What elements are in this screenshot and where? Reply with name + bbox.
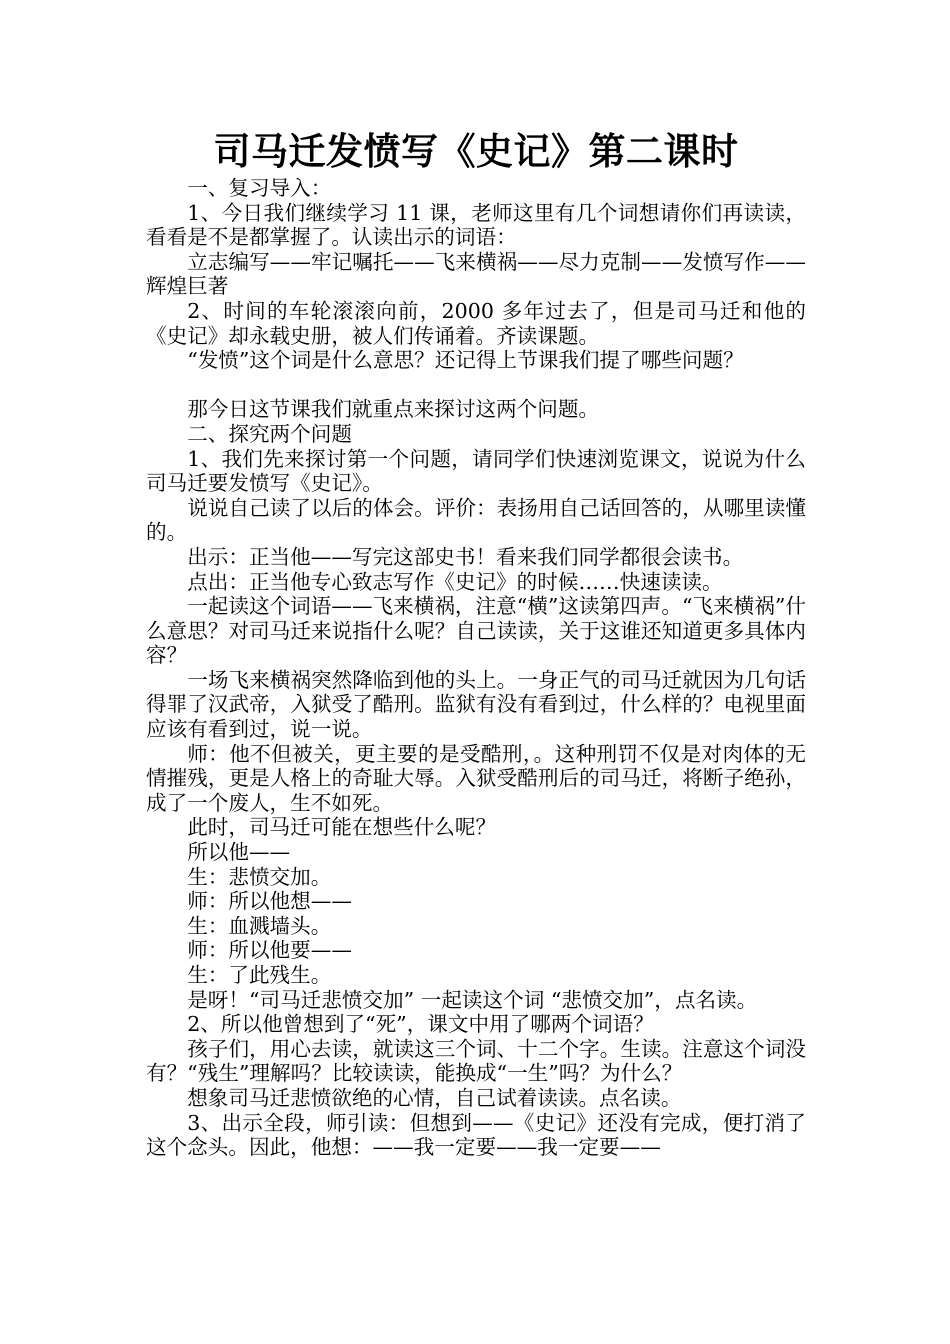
blank-line: [146, 373, 806, 398]
paragraph: 想象司马迁悲愤欲绝的心情，自己试着读读。点名读。: [187, 1085, 682, 1110]
document-title: 司马迁发愤写《史记》第二课时: [213, 130, 739, 173]
paragraph: “发愤”这个词是什么意思？还记得上节课我们提了哪些问题？: [187, 348, 744, 373]
section-heading: 二、探究两个问题: [187, 421, 352, 446]
paragraph: 立志编写——牢记嘱托——飞来横祸——尽力克制——发愤写作——辉煌巨著: [146, 249, 806, 299]
paragraph: 3、出示全段，师引读：但想到——《史记》还没有完成，便打消了这个念头。因此，他想：——我一定要——我一定要——: [146, 1110, 806, 1160]
document-body: [146, 176, 806, 1160]
paragraph: 2、时间的车轮滚滚向前，2000 多年过去了，但是司马迁和他的《史记》却永载史册，被人们传诵着。齐读课题。: [146, 298, 806, 348]
paragraph: 是呀！“司马迁悲愤交加” 一起读这个词 “悲愤交加”，点名读。: [187, 987, 758, 1012]
paragraph: 一起读这个词语——飞来横祸，注意“横”这读第四声。“飞来横祸”什么意思？对司马迁来说指什么呢？自己读读，关于这谁还知道更多具体内容？: [146, 594, 806, 668]
paragraph: 生：悲愤交加。: [187, 864, 332, 889]
paragraph: 出示：正当他——写完这部史书！看来我们同学都很会读书。: [187, 544, 744, 569]
paragraph: 说说自己读了以后的体会。评价：表扬用自己话回答的，从哪里读懂的。: [146, 495, 806, 545]
paragraph: 2、所以他曾想到了“死”，课文中用了哪两个词语？: [187, 1012, 654, 1037]
paragraph: 那今日这节课我们就重点来探讨这两个问题。: [187, 397, 600, 422]
paragraph: 所以他——: [187, 840, 291, 865]
paragraph: 1、今日我们继续学习 11 课，老师这里有几个词想请你们再读读，看看是不是都掌握了。认读出示的词语：: [146, 200, 806, 250]
paragraph: 点出：正当他专心致志写作《史记》的时候……快速读读。: [187, 569, 723, 594]
paragraph: 1、我们先来探讨第一个问题，请同学们快速浏览课文，说说为什么司马迁要发愤写《史记》。: [146, 446, 806, 496]
paragraph: 师：所以他要——: [187, 938, 352, 963]
paragraph: 生：血溅墙头。: [187, 913, 332, 938]
paragraph: 一场飞来横祸突然降临到他的头上。一身正气的司马迁就因为几句话得罪了汉武帝，入狱受了酷刑。监狱有没有看到过，什么样的？电视里面应该有看到过，说一说。: [146, 667, 806, 742]
paragraph: 师：他不但被关，更主要的是受酷刑，。这种刑罚不仅是对肉体的无情摧残，更是人格上的奇耻大辱。入狱受酷刑后的司马迁，将断子绝孙，成了一个废人，生不如死。: [146, 741, 806, 815]
document-page: [146, 126, 806, 1160]
paragraph: 一、复习导入：: [187, 176, 332, 200]
paragraph: 孩子们，用心去读，就读这三个词、十二个字。生读。注意这个词没有？“残生”理解吗？比较读读，能换成“一生”吗？为什么？: [146, 1036, 806, 1086]
paragraph: 师：所以他想——: [187, 889, 352, 914]
paragraph: 此时，司马迁可能在想些什么呢？: [187, 815, 497, 840]
paragraph: 生：了此残生。: [187, 963, 332, 987]
